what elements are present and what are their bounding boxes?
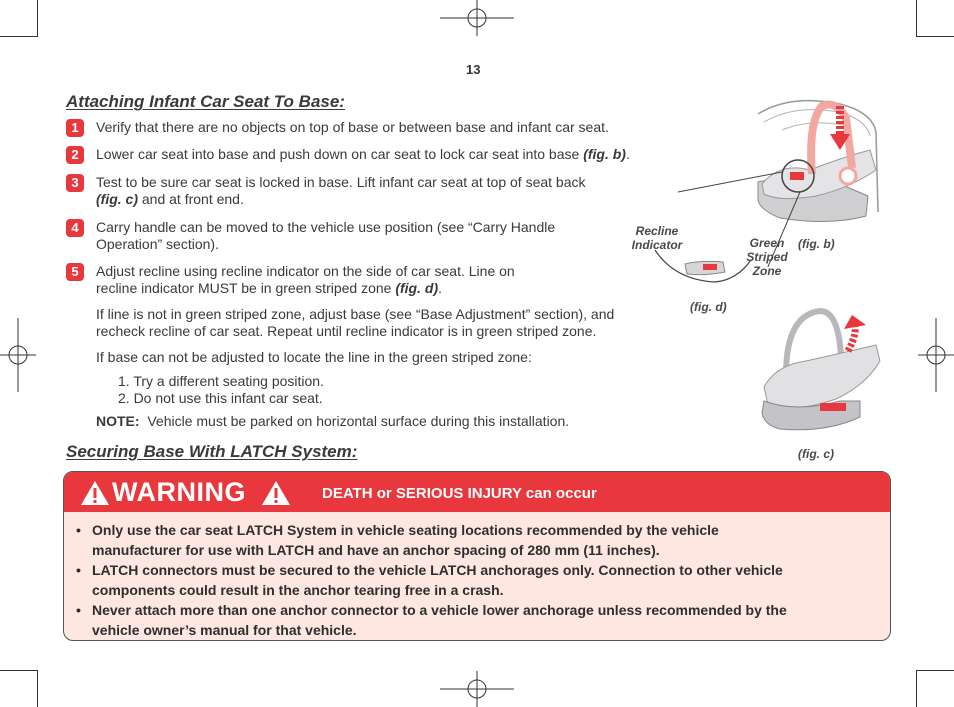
crop-mark <box>916 36 954 37</box>
step-number-badge: 1 <box>66 119 84 137</box>
numbered-list <box>118 373 324 407</box>
infant-car-seat-illustration <box>756 305 886 440</box>
warning-triangle-icon <box>80 480 110 506</box>
warning-subtitle: DEATH or SERIOUS INJURY can occur <box>322 485 597 502</box>
crop-mark <box>916 0 917 37</box>
figure-reference: (fig. b) <box>583 146 626 162</box>
page-number: 13 <box>466 62 481 77</box>
note <box>96 413 569 430</box>
step-text: Test to be sure car seat is locked in base. Lift infant car seat at top of seat back (fig. c) and at front end. <box>96 174 586 207</box>
step-text: Verify that there are no objects on top of base or between base and infant car seat. <box>96 119 609 135</box>
crop-mark <box>0 670 38 671</box>
figure-caption-d: (fig. d) <box>690 300 727 314</box>
warning-title: WARNING <box>112 477 246 507</box>
registration-mark-icon <box>0 318 36 392</box>
crop-mark <box>0 36 38 37</box>
step-text: Lower car seat into base and push down on car seat to lock car seat into base (fig. b). <box>96 146 630 162</box>
figure-caption-b: (fig. b) <box>798 237 835 251</box>
warning-triangle-icon <box>261 480 291 506</box>
step-number-badge: 3 <box>66 174 84 192</box>
registration-mark-icon <box>437 0 517 36</box>
note-label: NOTE: <box>96 413 140 429</box>
step-number-badge: 2 <box>66 146 84 164</box>
figure-reference: (fig. c) <box>96 191 138 207</box>
registration-mark-icon <box>918 318 954 392</box>
note-text: Vehicle must be parked on horizontal surface during this installation. <box>147 413 570 429</box>
crop-mark <box>37 670 38 707</box>
warning-box: WARNING DEATH or SERIOUS INJURY can occur • Only use the car seat LATCH System in vehicle seating locations recommended by the vehicle manufacturer for use with LATCH and have an anchor spacing of 280 mm (11 inches). • LATCH connectors must be secured to the vehicle LATCH anchorages only. Connection to other vehicle components could result in the anchor tearing free in a crash. • Never attach more than one anchor connector to a vehicle lower anchorage unless recommended by the vehicle owner’s manual for that vehicle. <box>63 471 891 641</box>
green-striped-zone-label: Green Striped Zone <box>746 236 788 278</box>
section-heading-latch: Securing Base With LATCH System: <box>66 442 358 461</box>
registration-mark-icon <box>437 671 517 707</box>
crop-mark <box>916 670 917 707</box>
section-heading-attaching: Attaching Infant Car Seat To Base: <box>66 92 345 111</box>
crop-mark <box>37 0 38 37</box>
warning-header-bar <box>64 472 890 512</box>
step-number-badge: 4 <box>66 219 84 237</box>
paragraph-cannot-adjust: If base can not be adjusted to locate the line in the green striped zone: <box>96 349 532 365</box>
list-item: 2. Do not use this infant car seat. <box>118 390 323 406</box>
paragraph-adjust-base: If line is not in green striped zone, adjust base (see “Base Adjustment” section), and recheck recline of car seat. Repeat until recline indicator is in green striped zone. <box>96 306 615 339</box>
figure-reference: (fig. d) <box>395 280 439 296</box>
step-text: Adjust recline using recline indicator on the side of car seat. Line on recline indicator MUST be in green striped zone (fig. d). <box>96 263 515 296</box>
recline-indicator-label: Recline Indicator <box>631 224 683 252</box>
list-item: 1. Try a different seating position. <box>118 373 324 389</box>
step-number-badge: 5 <box>66 263 84 281</box>
crop-mark <box>916 670 954 671</box>
step-text: Carry handle can be moved to the vehicle use position (see “Carry Handle Operation” section). <box>96 219 556 252</box>
figure-caption-c: (fig. c) <box>798 447 834 461</box>
